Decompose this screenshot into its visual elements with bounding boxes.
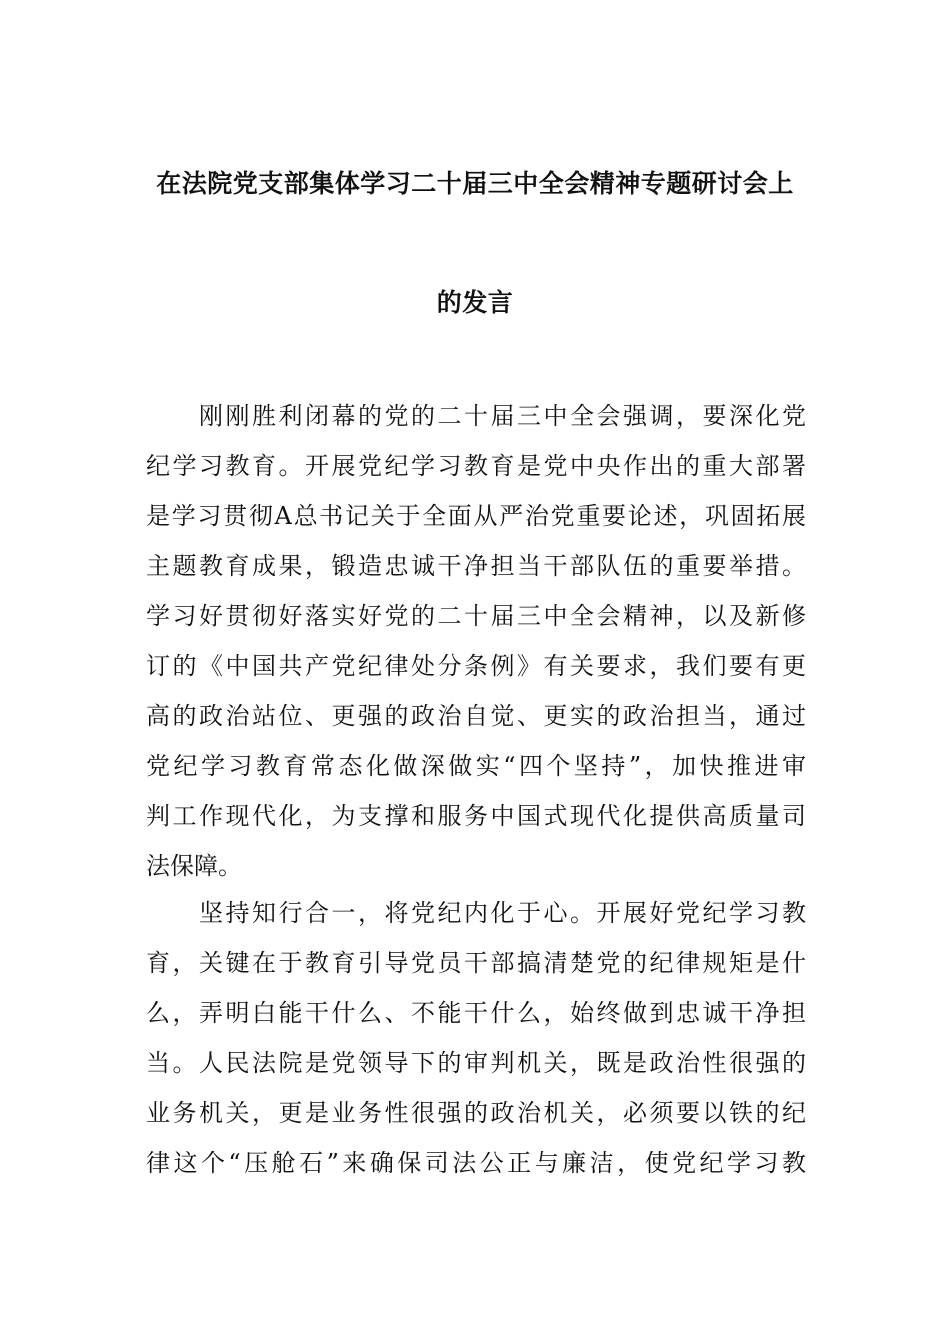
- paragraph-line: 么，弄明白能干什么、不能干什么，始终做到忠诚干净担: [146, 999, 806, 1027]
- paragraph-line: 判工作现代化，为支撑和服务中国式现代化提供高质量司: [146, 802, 806, 830]
- paragraph-line: 律这个“压舱石”来确保司法公正与廉洁，使党纪学习教: [146, 1149, 806, 1177]
- paragraph-line: 学习好贯彻好落实好党的二十届三中全会精神，以及新修: [146, 602, 806, 630]
- paragraph-line: 坚持知行合一，将党纪内化于心。开展好党纪学习教: [146, 899, 806, 927]
- paragraph-line: 是学习贯彻A总书记关于全面从严治党重要论述，巩固拓展: [146, 502, 806, 530]
- paragraph-line: 法保障。: [146, 852, 242, 880]
- paragraph-line: 业务机关，更是业务性很强的政治机关，必须要以铁的纪: [146, 1099, 806, 1127]
- paragraph-line: 育，关键在于教育引导党员干部搞清楚党的纪律规矩是什: [146, 949, 806, 977]
- paragraph-line: 主题教育成果，锻造忠诚干净担当干部队伍的重要举措。: [146, 552, 806, 580]
- document-title-line-1: 在法院党支部集体学习二十届三中全会精神专题研讨会上: [156, 169, 794, 198]
- document-title-line-2: 的发言: [436, 288, 514, 317]
- paragraph-line: 纪学习教育。开展党纪学习教育是党中央作出的重大部署: [146, 452, 806, 480]
- paragraph-line: 当。人民法院是党领导下的审判机关，既是政治性很强的: [146, 1049, 806, 1077]
- paragraph-line: 刚刚胜利闭幕的党的二十届三中全会强调，要深化党: [146, 402, 806, 430]
- paragraph-line: 党纪学习教育常态化做深做实“四个坚持”，加快推进审: [146, 752, 806, 780]
- paragraph-line: 订的《中国共产党纪律处分条例》有关要求，我们要有更: [146, 652, 806, 680]
- paragraph-line: 高的政治站位、更强的政治自觉、更实的政治担当，通过: [146, 702, 806, 730]
